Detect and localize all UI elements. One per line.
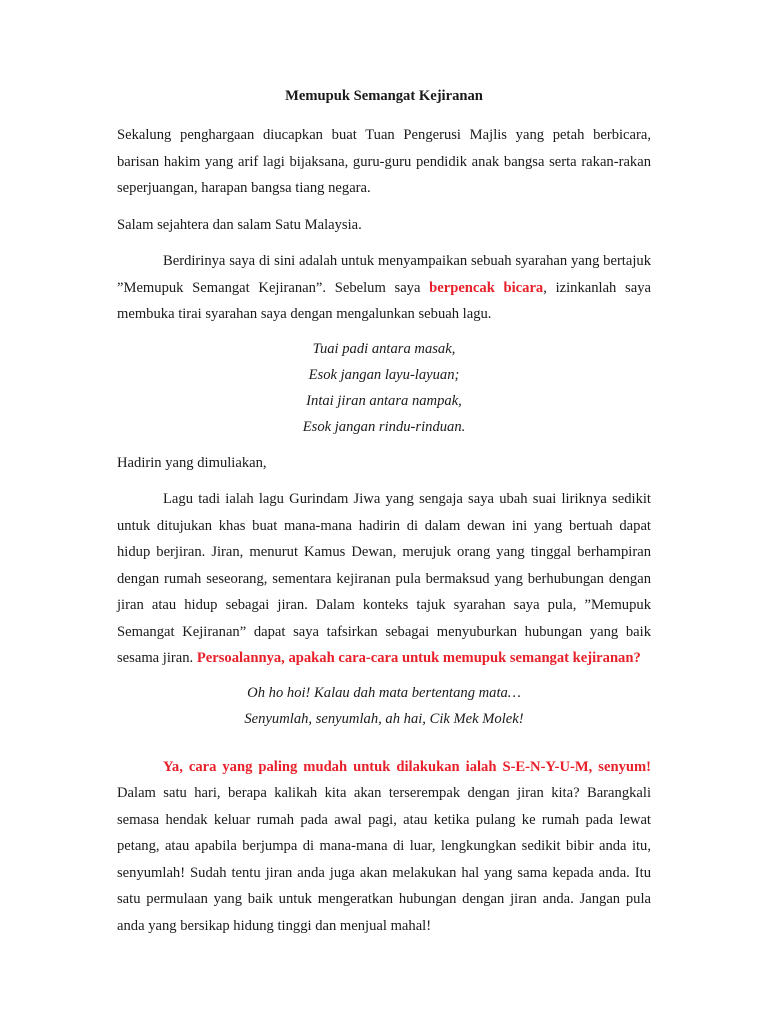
paragraph-explanation: [117, 486, 651, 672]
paragraph-hadirin: Hadirin yang dimuliakan,: [117, 454, 267, 471]
intro-text: Berdirinya saya di sini adalah untuk menyampaikan sebuah syarahan yang bertajuk ”Memupuk Semangat Kejiranan”. Sebelum saya: [117, 253, 651, 296]
paragraph-senyum: [117, 754, 651, 940]
paragraph-salam: Salam sejahtera dan salam Satu Malaysia.: [117, 216, 362, 233]
poem-line: Oh ho hoi! Kalau dah mata bertentang mata…: [247, 684, 521, 701]
paragraph-greeting: Sekalung penghargaan diucapkan buat Tuan Pengerusi Majlis yang petah berbicara, barisan hakim yang arif lagi bijaksana, guru-guru pendidik anak bangsa serta rakan-rakan seperjuangan, harapan bangsa tiang negara.: [117, 127, 651, 196]
intro-emphasis: berpencak bicara: [429, 279, 544, 296]
intro-text-end: , izinkanlah saya membuka tirai syarahan saya dengan mengalunkan sebuah lagu.: [117, 279, 651, 322]
poem-line: Intai jiran antara nampak,: [306, 392, 462, 409]
poem-line: Tuai padi antara masak,: [312, 340, 456, 357]
poem-verse-2: [117, 680, 651, 732]
explanation-question: Persoalannya, apakah cara-cara untuk memupuk semangat kejiranan?: [196, 650, 641, 666]
senyum-emphasis: Ya, cara yang paling mudah untuk dilakukan ialah S-E-N-Y-U-M, senyum!: [163, 758, 651, 775]
explanation-text: Lagu tadi ialah lagu Gurindam Jiwa yang sengaja saya ubah suai liriknya sedikit untuk ditujukan khas buat mana-mana hadirin di dalam dewan ini yang bertuah dapat hidup berjiran. Jiran, menurut Kamus Dewan, merujuk orang yang tinggal berhampiran dengan rumah seseorang, sementara kejiranan pula bermaksud yang berhubungan dengan jiran atau hidup sebagai jiran. Dalam konteks tajuk syarahan saya pula, ”Memupuk Semangat Kejiranan” dapat saya tafsirkan sebagai menyuburkan hubungan yang baik sesama jiran.: [117, 491, 651, 666]
poem-line: Esok jangan rindu-rinduan.: [302, 418, 466, 435]
poem-verse-1: [117, 336, 651, 440]
senyum-text: Dalam satu hari, berapa kalikah kita akan terserempak dengan jiran kita? Barangkali semasa hendak keluar rumah pada awal pagi, atau ketika pulang ke rumah pada lewat petang, atau apabila berjumpa di mana-mana di luar, lengkungkan sedikit bibir anda itu, senyumlah! Sudah tentu jiran anda juga akan melakukan hal yang sama kepada anda. Itu satu permulaan yang baik untuk mengeratkan hubungan dengan jiran anda. Jangan pula anda yang bersikap hidung tinggi dan menjual mahal!: [117, 785, 651, 934]
poem-line: Senyumlah, senyumlah, ah hai, Cik Mek Molek!: [244, 710, 524, 727]
paragraph-intro: [117, 248, 651, 328]
document-title: Memupuk Semangat Kejiranan: [285, 88, 483, 104]
poem-line: Esok jangan layu-layuan;: [308, 366, 460, 383]
